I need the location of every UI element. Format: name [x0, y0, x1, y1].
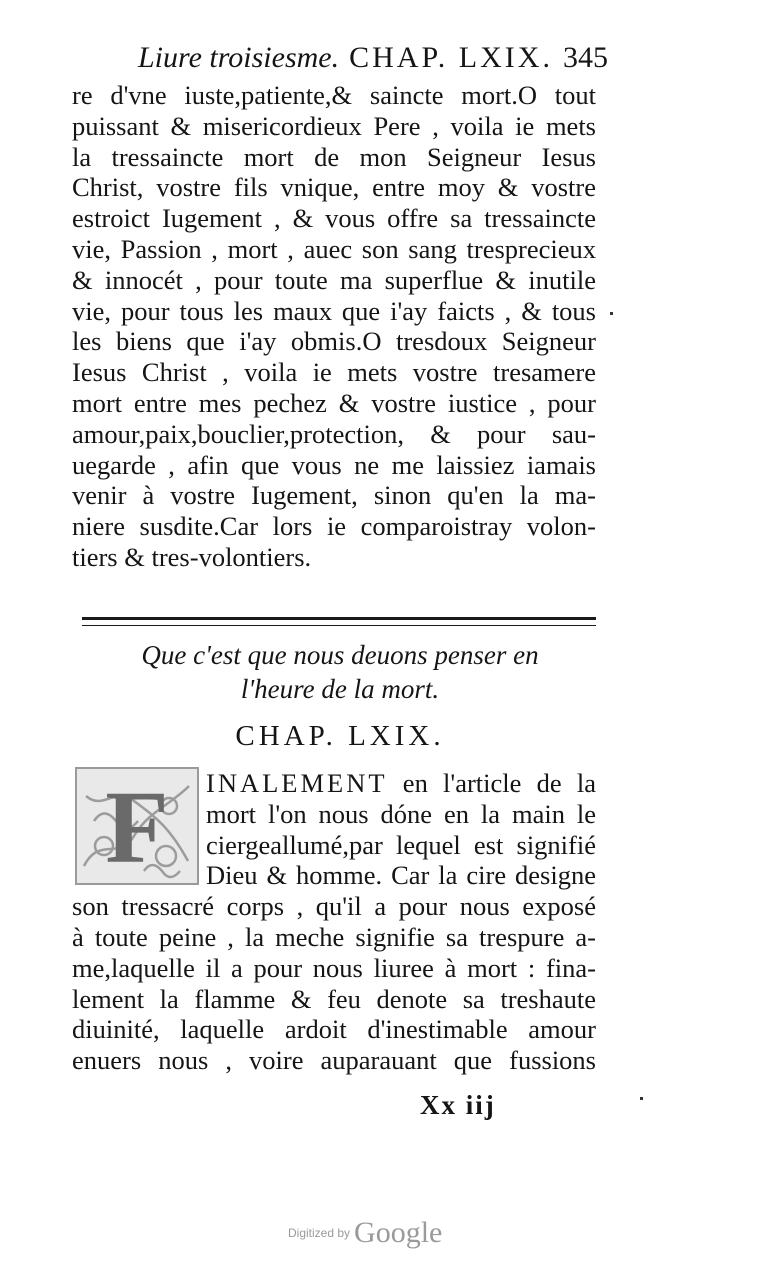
text-line: Christ, vostre fils vnique, entre moy & vostre	[72, 172, 596, 203]
text-line: vie, Passion , mort , auec son sang tresprecieux	[72, 233, 596, 264]
text-line	[206, 768, 596, 799]
google-logo: Google	[354, 1216, 443, 1249]
text-line: enuers nous , voire auparauant que fussions	[72, 1045, 596, 1076]
text-line: diuinité, laquelle ardoit d'inestimable amour	[72, 1014, 596, 1045]
text-line: amour,paix,bouclier,protection, & pour sau-	[72, 418, 596, 449]
text-line: tiers & tres-volontiers.	[72, 541, 312, 572]
initial-letter: F	[105, 770, 169, 885]
chapter-title-line: Que c'est que nous deuons penser en	[141, 640, 539, 670]
chapter-text	[72, 768, 596, 1076]
chapter-title-line: l'heure de la mort.	[240, 674, 440, 704]
text-line: puissant & misericordieux Pere , voila ie mets	[72, 110, 596, 141]
running-head	[138, 38, 608, 78]
text-line: vie, pour tous les maux que i'ay faicts , & tous	[72, 295, 596, 326]
signature-mark: Xx iij	[420, 1090, 496, 1120]
text-line: uegarde , afin que vous ne me laissiez iamais	[72, 449, 596, 480]
credit-prefix: Digitized by	[288, 1226, 351, 1240]
text-line: mort entre mes pechez & vostre iustice , pour	[72, 387, 596, 418]
text-line: Dieu & homme. Car la cire designe	[206, 860, 596, 891]
text-line: me,laquelle il a pour nous liuree à mort : fina-	[72, 952, 596, 983]
text-line: son tressacré corps , qu'il a pour nous exposé	[72, 891, 596, 922]
section-divider-thick	[82, 617, 596, 620]
text-line: la tressaincte mort de mon Seigneur Iesus	[72, 141, 596, 172]
text-line: ciergeallumé,par lequel est signifié	[206, 829, 596, 860]
running-head-chapter: CHAP. LXIX.	[349, 41, 553, 74]
first-word: INALEMENT	[206, 768, 388, 798]
text-line: niere susdite.Car lors ie comparoistray volon-	[72, 511, 596, 542]
page-number: 345	[563, 41, 608, 74]
text-line-rest: en l'article de la	[387, 768, 596, 798]
ink-speck	[610, 312, 613, 315]
text-line: les biens que i'ay obmis.O tresdoux Seigneur	[72, 326, 596, 357]
digitized-credit	[288, 1216, 488, 1250]
text-line: estroict Iugement , & vous offre sa tressaincte	[72, 203, 596, 234]
text-line: Iesus Christ , voila ie mets vostre tresamere	[72, 357, 596, 388]
text-line: lement la flamme & feu denote sa treshaute	[72, 983, 596, 1014]
chapter-number: CHAP. LXIX.	[235, 720, 445, 752]
section-divider-thin	[82, 625, 596, 626]
text-line: mort l'on nous dóne en la main le	[206, 798, 596, 829]
chapter-title	[100, 638, 580, 706]
text-line: à toute peine , la meche signifie sa trespure a-	[72, 921, 596, 952]
text-line: venir à vostre Iugement, sinon qu'en la ma-	[72, 480, 596, 511]
text-line: re d'vne iuste,patiente,& saincte mort.O tout	[72, 80, 596, 110]
running-head-title: Liure troisiesme.	[138, 41, 340, 74]
text-line: & innocét , pour toute ma superflue & inutile	[72, 264, 596, 295]
ink-speck	[640, 1097, 643, 1100]
body-text	[72, 80, 596, 573]
